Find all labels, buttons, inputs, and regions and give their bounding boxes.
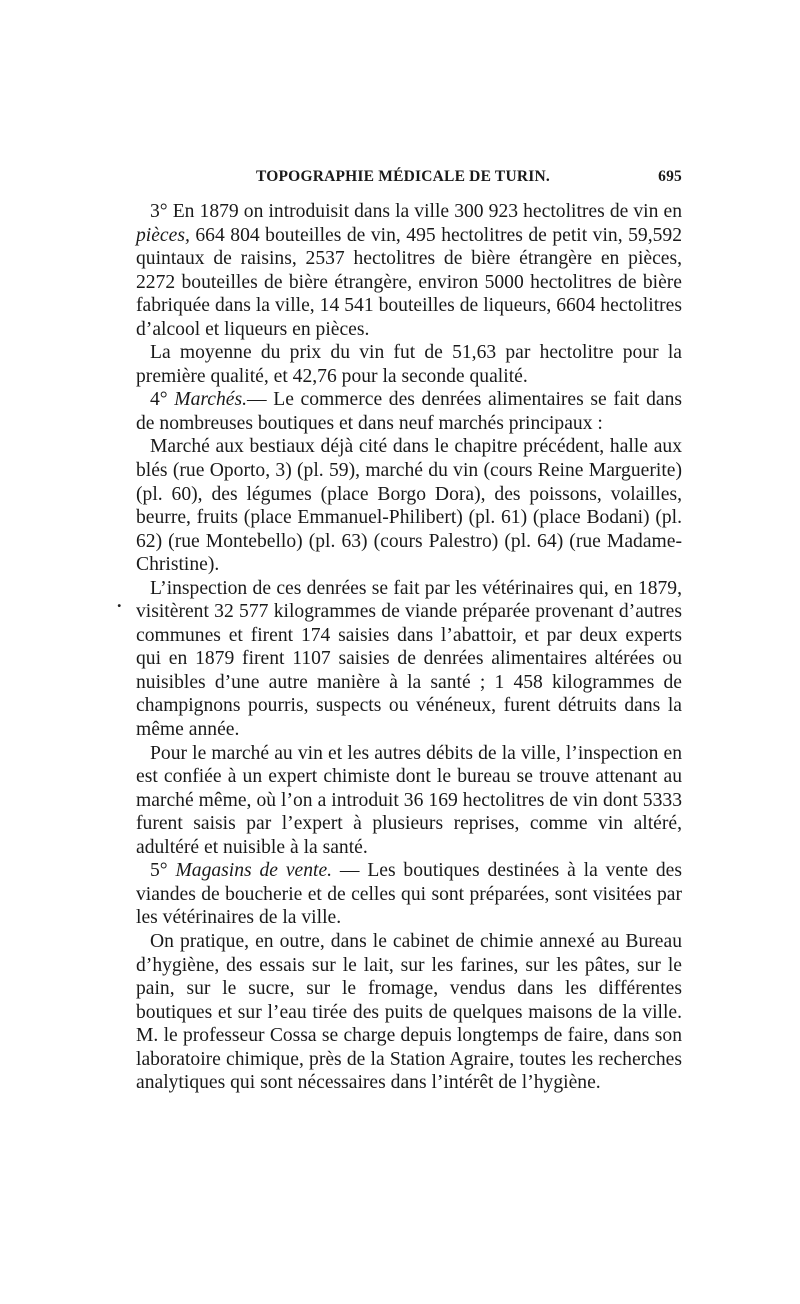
running-header	[136, 168, 682, 196]
paragraph-shops	[136, 859, 682, 930]
paragraph-imports	[136, 200, 682, 341]
paragraph-text: — Le commerce des denrées alimentaires se fait dans de nombreuses boutiques et dans neuf marchés principaux :	[136, 389, 683, 434]
paragraph-laboratory: On pratique, en outre, dans le cabinet de chimie annexé au Bureau d’hygiène, des essais sur le lait, sur les farines, sur les pâtes, sur le pain, sur le sucre, sur le fromage, vendus dans les différentes boutiques et sur l’eau tirée des puits de quelques maisons de la ville. M. le professeur Cossa se charge depuis longtemps de faire, dans son laboratoire chimique, près de la Station Agraire, toutes les recherches analytiques qui sont nécessaires dans l’intérêt de l’hygiène.	[136, 930, 682, 1094]
section-heading: Marchés.	[174, 389, 248, 411]
section-heading: Magasins de vente.	[175, 860, 333, 882]
body-text	[136, 200, 682, 1095]
italic-term: pièces,	[136, 224, 190, 246]
paragraph-text: 664 804 bouteilles de vin, 495 hectolitres de petit vin, 59,592 quintaux de raisins, 2537 hectolitres de bière étrangère en pièces, 2272 bouteilles de bière étrangère, environ 5000 hectolitres de bière fabriquée dans la ville, 14 541 bouteilles de liqueurs, 6604 hectolitres d’alcool et liqueurs en pièces.	[136, 224, 682, 340]
paragraph-markets	[136, 388, 682, 435]
document-page	[136, 168, 682, 1095]
page-number: 695	[658, 168, 682, 185]
paragraph-wine-price: La moyenne du prix du vin fut de 51,63 par hectolitre pour la première qualité, et 42,76 pour la seconde qualité.	[136, 342, 682, 387]
paragraph-inspection: L’inspection de ces denrées se fait par les vétérinaires qui, en 1879, visitèrent 32 577 kilogrammes de viande préparée provenant d’autres communes et firent 174 saisies dans l’abattoir, et par deux experts qui en 1879 firent 1107 saisies de denrées alimentaires altérées ou nuisibles d’une autre manière à la santé ; 1 458 kilogrammes de champignons pourris, suspects ou vénéneux, furent détruits dans la même année.	[136, 577, 682, 741]
paragraph-text: 3° En 1879 on introduisit dans la ville 300 923 hectolitres de vin en	[150, 201, 682, 222]
paragraph-text: 4°	[150, 389, 175, 411]
margin-mark: .	[117, 591, 122, 611]
running-title: TOPOGRAPHIE MÉDICALE DE TURIN.	[256, 168, 550, 185]
paragraph-text: — Les boutiques destinées à la vente des viandes de boucherie et de celles qui sont préparées, sont visitées par les vétérinaires de la ville.	[136, 860, 682, 929]
paragraph-market-list: Marché aux bestiaux déjà cité dans le chapitre précédent, halle aux blés (rue Oporto, 3) (pl. 59), marché du vin (cours Reine Marguerite)(pl. 60), des légumes (place Borgo Dora), des poissons, volailles, beurre, fruits (place Emmanuel-Philibert) (pl. 61) (place Bodani) (pl. 62) (rue Montebello) (pl. 63) (cours Palestro) (pl. 64) (rue Madame-Christine).	[136, 436, 682, 576]
paragraph-text: 5°	[150, 860, 176, 882]
paragraph-wine-market: Pour le marché au vin et les autres débits de la ville, l’inspection en est confiée à un expert chimiste dont le bureau se trouve attenant au marché même, où l’on a introduit 36 169 hectolitres de vin dont 5333 furent saisis par l’expert à plusieurs reprises, comme vin altéré, adultéré et nuisible à la santé.	[136, 742, 682, 858]
